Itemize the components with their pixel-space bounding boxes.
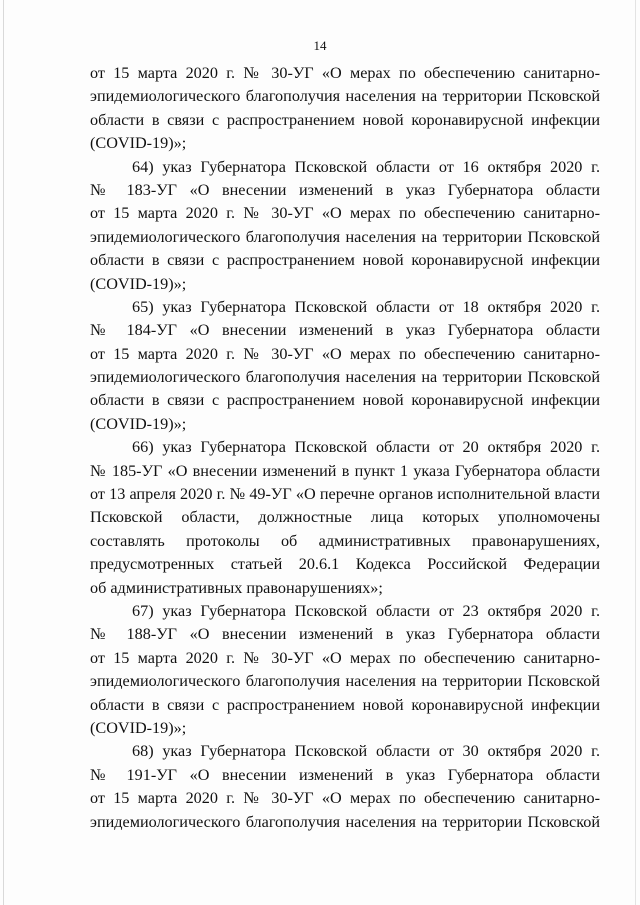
text-line: от 13 апреля 2020 г. № 49-УГ «О перечне органов исполнительной власти [90, 485, 600, 504]
text-line: предусмотренных статьей 20.6.1 Кодекса Российской Федерации [90, 555, 600, 574]
text-line: 64) указ Губернатора Псковской области от 16 октября 2020 г. [132, 157, 600, 176]
text-line: № 188-УГ «О внесении изменений в указ Губернатора области [90, 625, 600, 644]
text-line: (COVID-19)»; [90, 718, 187, 737]
document-body [90, 62, 600, 834]
text-line: 67) указ Губернатора Псковской области от 23 октября 2020 г. [132, 601, 600, 620]
text-line: области в связи с распространением новой коронавирусной инфекции [90, 391, 600, 410]
text-line: (COVID-19)»; [90, 274, 187, 293]
scan-edge-left [3, 0, 4, 905]
text-line: № 185-УГ «О внесении изменений в пункт 1 указа Губернатора области [90, 461, 600, 480]
text-line: Псковской области, должностные лица которых уполномочены [90, 508, 600, 527]
text-line: эпидемиологического благополучия населения на территории Псковской [90, 368, 600, 387]
text-line: 68) указ Губернатора Псковской области от 30 октября 2020 г. [132, 742, 600, 761]
text-line: № 184-УГ «О внесении изменений в указ Губернатора области [90, 321, 600, 340]
text-line: 65) указ Губернатора Псковской области от 18 октября 2020 г. [132, 297, 600, 316]
text-line: № 183-УГ «О внесении изменений в указ Губернатора области [90, 180, 600, 199]
text-line: эпидемиологического благополучия населения на территории Псковской [90, 672, 600, 691]
text-line: об административных правонарушениях»; [90, 578, 383, 597]
text-line: от 15 марта 2020 г. № 30-УГ «О мерах по обеспечению санитарно- [90, 344, 600, 363]
scan-edge-right [635, 0, 636, 905]
text-line: № 191-УГ «О внесении изменений в указ Губернатора области [90, 765, 600, 784]
text-line: области в связи с распространением новой коронавирусной инфекции [90, 251, 600, 270]
text-line: от 15 марта 2020 г. № 30-УГ «О мерах по обеспечению санитарно- [90, 789, 600, 808]
text-line: от 15 марта 2020 г. № 30-УГ «О мерах по обеспечению санитарно- [90, 648, 600, 667]
text-line: от 15 марта 2020 г. № 30-УГ «О мерах по обеспечению санитарно- [90, 64, 600, 82]
text-line: 66) указ Губернатора Псковской области от 20 октября 2020 г. [132, 438, 600, 457]
text-line: (COVID-19)»; [90, 414, 187, 433]
text-line: составлять протоколы об административных правонарушениях, [90, 531, 600, 550]
text-line: эпидемиологического благополучия населения на территории Псковской [90, 87, 600, 106]
text-line: области в связи с распространением новой коронавирусной инфекции [90, 695, 600, 714]
text-line: области в связи с распространением новой коронавирусной инфекции [90, 110, 600, 129]
text-line: эпидемиологического благополучия населения на территории Псковской [90, 227, 600, 246]
text-line: (COVID-19)»; [90, 134, 187, 153]
text-line: эпидемиологического благополучия населения на территории Псковской [90, 812, 600, 831]
page-number: 14 [313, 38, 327, 53]
text-line: от 15 марта 2020 г. № 30-УГ «О мерах по обеспечению санитарно- [90, 204, 600, 223]
